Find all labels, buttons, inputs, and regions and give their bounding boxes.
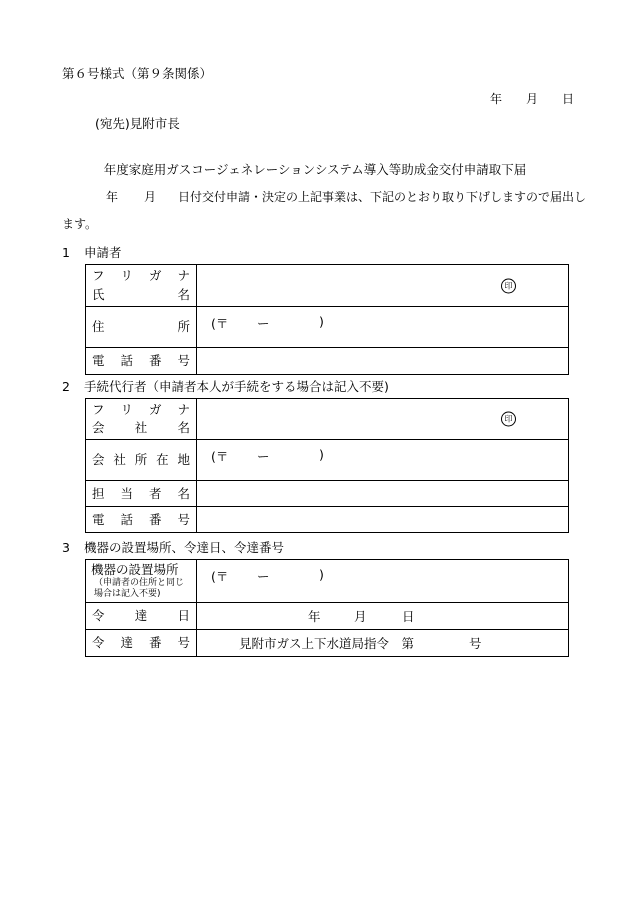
intro-text: 日付交付申請・決定の上記事業は、下記のとおり取り下げしますので届出し: [178, 190, 587, 204]
agent-person-label: 担 当 者 名: [86, 481, 197, 507]
agent-person-field[interactable]: [197, 481, 569, 507]
section-agent-heading: 2 手続代行者（申請者本人が手続をする場合は記入不要): [62, 379, 389, 394]
applicant-phone-field[interactable]: [197, 348, 569, 375]
name-label: 氏 名: [92, 286, 190, 302]
applicant-table: [85, 264, 569, 375]
agent-table: [85, 398, 569, 533]
agent-phone-field[interactable]: [197, 507, 569, 533]
section-applicant-heading: 1 申請者: [62, 245, 122, 260]
agent-address-label: 会 社 所 在 地: [86, 440, 197, 481]
applicant-name-label: [86, 265, 197, 307]
agent-company-field[interactable]: [197, 399, 569, 440]
agent-address-field[interactable]: (〒 ー ): [197, 440, 569, 481]
installation-location-label: 機器の設置場所 （申請者の住所と同じ 場合は記入不要): [86, 560, 197, 603]
equipment-table: [85, 559, 569, 657]
applicant-address-field[interactable]: (〒 ー ): [197, 307, 569, 348]
order-date-label: 令 達 日: [86, 603, 197, 630]
order-date-field[interactable]: 年 月 日: [197, 603, 569, 630]
installation-location-field[interactable]: (〒 ー ): [197, 560, 569, 603]
date-month-label: 月: [526, 92, 539, 106]
agent-company-label: [86, 399, 197, 440]
agent-phone-label: 電 話 番 号: [86, 507, 197, 533]
applicant-name-field[interactable]: [197, 265, 569, 307]
applicant-phone-label: 電 話 番 号: [86, 348, 197, 375]
furigana-label: フ リ ガ ナ: [92, 268, 190, 284]
order-number-field[interactable]: 見附市ガス上下水道局指令 第 号: [197, 630, 569, 657]
seal-mark-icon: 印: [501, 412, 516, 427]
addressee: (宛先)見附市長: [95, 116, 180, 131]
intro-month-label: 月: [144, 190, 157, 204]
document-title: 年度家庭用ガスコージェネレーションシステム導入等助成金交付申請取下届: [103, 162, 527, 177]
furigana-label: フ リ ガ ナ: [92, 402, 190, 417]
seal-mark-icon: 印: [501, 278, 516, 293]
company-name-label: 会 社 名: [92, 420, 190, 436]
section-equipment-heading: 3 機器の設置場所、令達日、令達番号: [62, 540, 285, 555]
applicant-address-label: 住 所: [86, 307, 197, 348]
date-day-label: 日: [562, 92, 575, 106]
date-year-label: 年: [490, 92, 503, 106]
intro-year-label: 年: [106, 190, 119, 204]
intro-line-2: ます。: [62, 217, 98, 231]
order-number-label: 令 達 番 号: [86, 630, 197, 657]
form-number-label: 第６号様式（第９条関係）: [62, 66, 213, 81]
